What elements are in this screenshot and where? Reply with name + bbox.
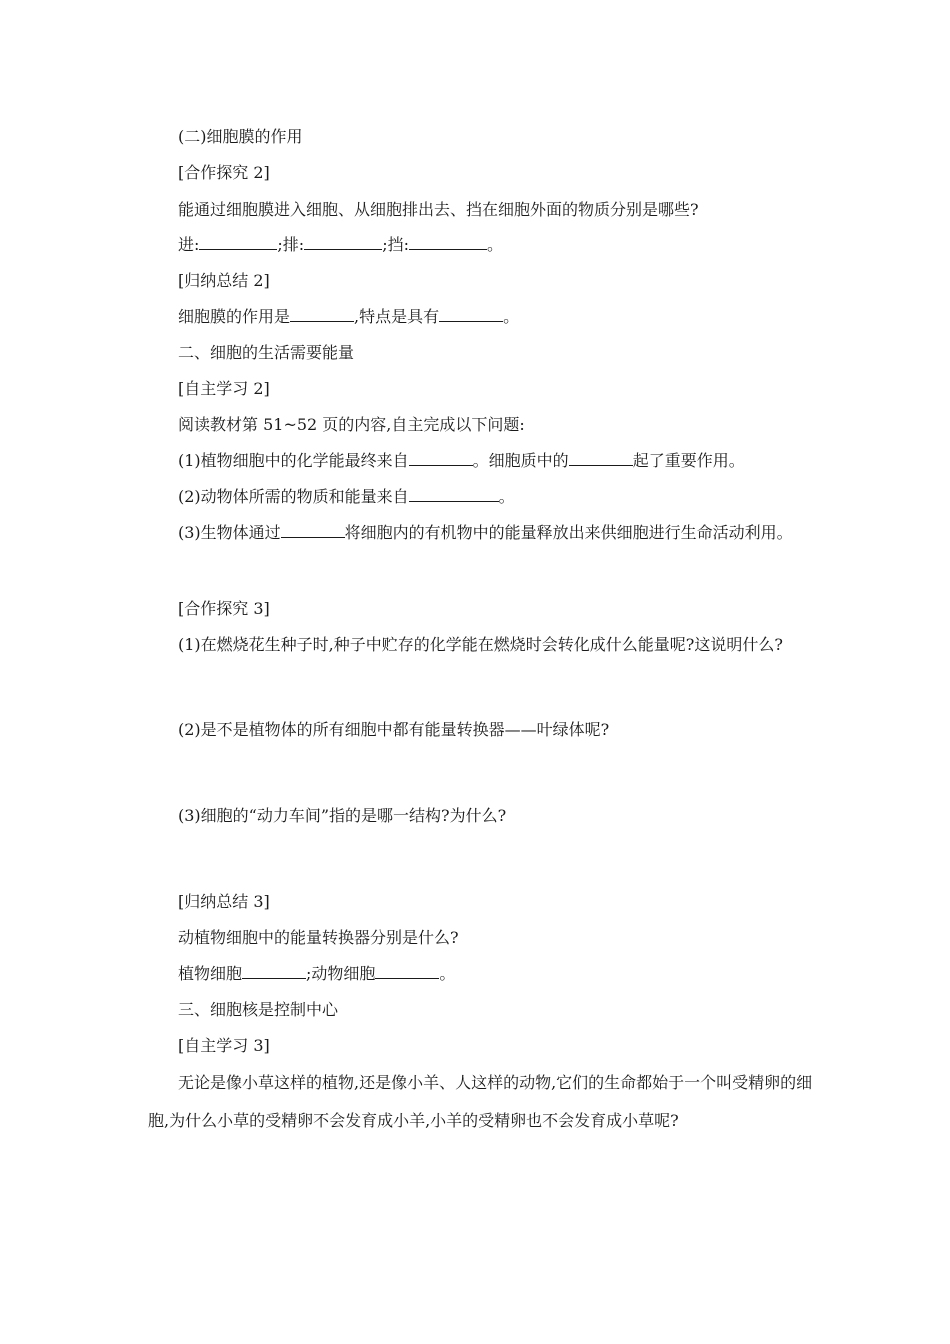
- fill-blank[interactable]: [569, 451, 633, 466]
- self3-paragraph: 无论是像小草这样的植物,还是像小羊、人这样的动物,它们的生命都始于一个叫受精卵的细胞,为什么小草的受精卵不会发育成小羊,小羊的受精卵也不会发育成小草呢?: [148, 1073, 813, 1130]
- fill-blank[interactable]: [409, 451, 473, 466]
- coop-tag-2: [合作探究 2]: [178, 163, 270, 182]
- fill-blank[interactable]: [199, 235, 277, 250]
- coop3-q2: (2)是不是植物体的所有细胞中都有能量转换器——叶绿体呢?: [178, 720, 610, 739]
- sum3-answer-line: 植物细胞 ;动物细胞 。: [178, 964, 456, 983]
- self2-q3: (3)生物体通过 将细胞内的有机物中的能量释放出来供细胞进行生命活动利用。: [178, 523, 793, 542]
- coop2-answer-line: 进: ;排: ;挡: 。: [178, 235, 504, 254]
- fill-blank[interactable]: [409, 235, 487, 250]
- fill-blank[interactable]: [304, 235, 382, 250]
- fill-blank[interactable]: [439, 307, 503, 322]
- fill-blank[interactable]: [409, 487, 499, 502]
- fill-blank[interactable]: [375, 964, 439, 979]
- self2-q2: (2)动物体所需的物质和能量来自 。: [178, 487, 515, 506]
- section-heading-nucleus: 三、细胞核是控制中心: [178, 1000, 339, 1019]
- out-label: ;排:: [277, 235, 305, 254]
- sum3-question: 动植物细胞中的能量转换器分别是什么?: [178, 928, 459, 947]
- sum2-line: 细胞膜的作用是 ,特点是具有 。: [178, 307, 520, 326]
- section-heading-membrane: (二)细胞膜的作用: [178, 127, 303, 146]
- fill-blank[interactable]: [281, 523, 345, 538]
- block-label: ;挡:: [382, 235, 409, 254]
- summary-tag-3: [归纳总结 3]: [178, 892, 270, 911]
- summary-tag-2: [归纳总结 2]: [178, 271, 270, 290]
- fill-blank[interactable]: [290, 307, 354, 322]
- self2-q1: (1)植物细胞中的化学能最终来自 。细胞质中的 起了重要作用。: [178, 451, 745, 470]
- coop3-q1: (1)在燃烧花生种子时,种子中贮存的化学能在燃烧时会转化成什么能量呢?这说明什么?: [178, 635, 783, 654]
- self2-intro: 阅读教材第 51~52 页的内容,自主完成以下问题:: [178, 415, 525, 434]
- self-study-tag-3: [自主学习 3]: [178, 1036, 270, 1055]
- fill-blank[interactable]: [242, 964, 306, 979]
- in-label: 进:: [178, 235, 200, 254]
- self-study-tag-2: [自主学习 2]: [178, 379, 270, 398]
- coop-tag-3: [合作探究 3]: [178, 599, 270, 618]
- coop2-question: 能通过细胞膜进入细胞、从细胞排出去、挡在细胞外面的物质分别是哪些?: [178, 200, 699, 219]
- section-heading-energy: 二、细胞的生活需要能量: [178, 343, 355, 362]
- coop3-q3: (3)细胞的“动力车间”指的是哪一结构?为什么?: [178, 806, 507, 825]
